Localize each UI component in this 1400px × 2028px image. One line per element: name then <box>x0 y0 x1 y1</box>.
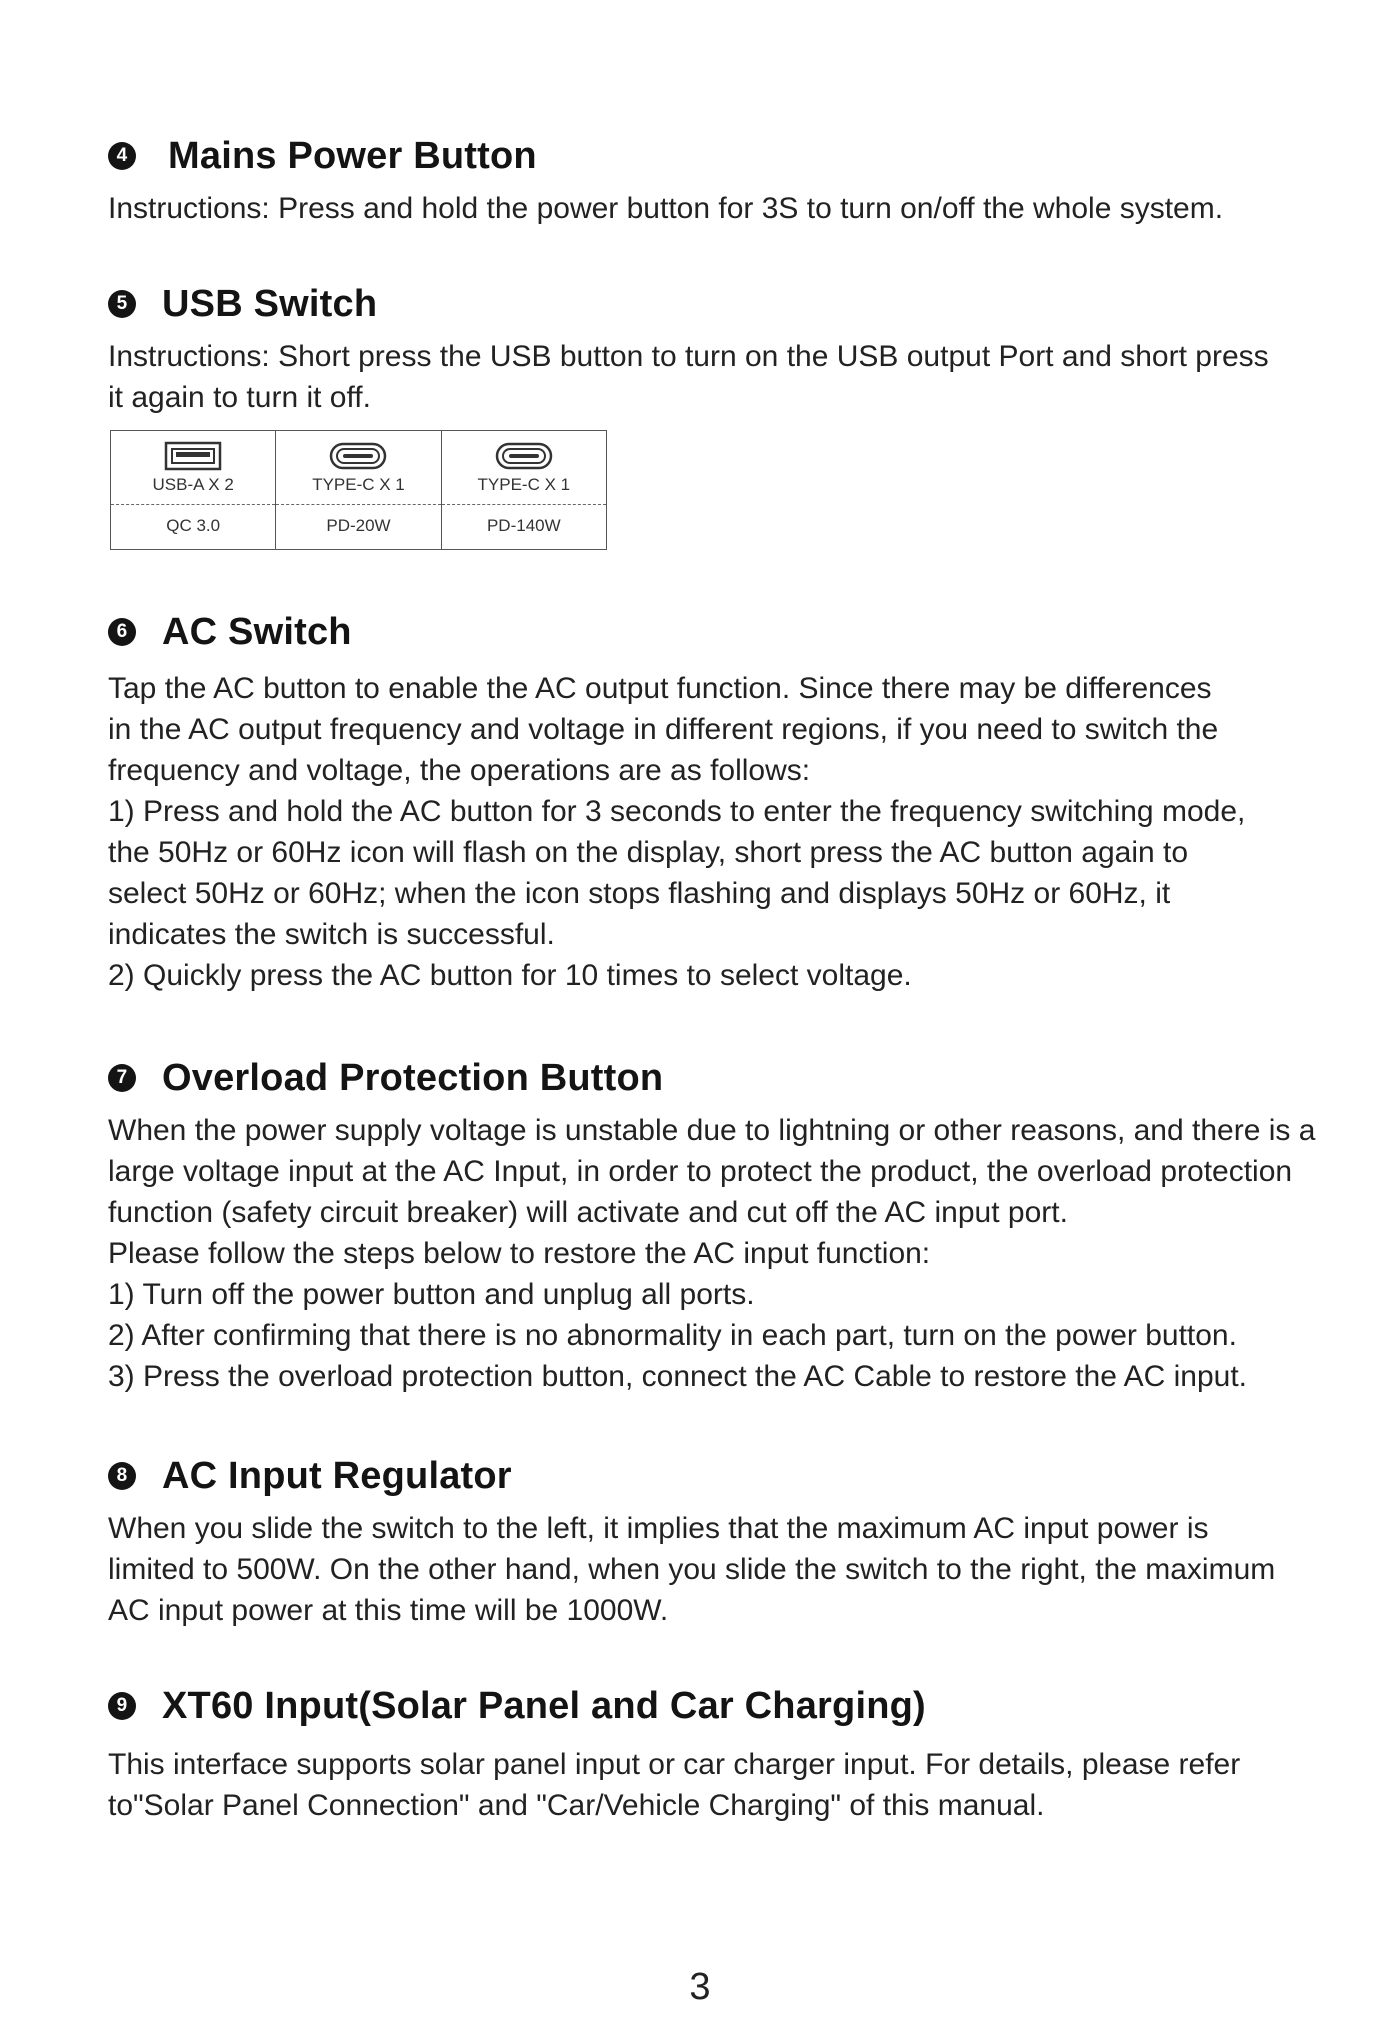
section-overload-protection <box>108 1052 1316 1397</box>
paragraph-line: 2) After confirming that there is no abnormality in each part, turn on the power button. <box>108 1319 1237 1352</box>
paragraph-line: Please follow the steps below to restore the AC input function: <box>108 1237 931 1270</box>
paragraph-line: 1) Turn off the power button and unplug all ports. <box>108 1278 755 1311</box>
dashed-divider <box>442 504 606 505</box>
section-heading <box>108 1680 1308 1732</box>
usb-c-port-icon <box>328 441 388 471</box>
paragraph-line: AC input power at this time will be 1000W. <box>108 1594 669 1627</box>
paragraph-line: function (safety circuit breaker) will activate and cut off the AC input port. <box>108 1196 1068 1229</box>
port-name: TYPE-C X 1 <box>477 475 571 494</box>
paragraph-line: frequency and voltage, the operations are as follows: <box>108 754 811 787</box>
section-ac-switch <box>108 606 1308 996</box>
paragraph-line: 3) Press the overload protection button, connect the AC Cable to restore the AC input. <box>108 1360 1248 1393</box>
section-number-badge: 9 <box>108 1692 136 1720</box>
section-heading <box>108 606 1308 658</box>
section-title: Overload Protection Button <box>162 1056 664 1099</box>
page-number: 3 <box>689 1966 711 2008</box>
section-number-badge: 8 <box>108 1462 136 1490</box>
usb-c-port-icon <box>494 441 554 471</box>
section-title: AC Input Regulator <box>162 1454 512 1497</box>
section-number-badge: 4 <box>108 142 136 170</box>
paragraph-line: indicates the switch is successful. <box>108 918 555 951</box>
paragraph-line: 2) Quickly press the AC button for 10 times to select voltage. <box>108 959 912 992</box>
paragraph-line: When the power supply voltage is unstable due to lightning or other reasons, and there is a <box>108 1114 1316 1147</box>
dashed-divider <box>276 504 440 505</box>
port-spec: PD-20W <box>326 516 391 535</box>
port-spec: PD-140W <box>486 516 561 535</box>
port-column <box>111 431 276 549</box>
paragraph-line: limited to 500W. On the other hand, when you slide the switch to the right, the maximum <box>108 1553 1276 1586</box>
paragraph-line: 1) Press and hold the AC button for 3 seconds to enter the frequency switching mode, <box>108 795 1246 828</box>
section-title: USB Switch <box>162 282 378 325</box>
port-name: USB-A X 2 <box>152 475 234 494</box>
port-name: TYPE-C X 1 <box>312 475 405 494</box>
section-heading <box>108 130 1308 182</box>
section-number-badge: 7 <box>108 1064 136 1092</box>
usb-ports-table <box>110 430 607 550</box>
section-title: XT60 Input(Solar Panel and Car Charging) <box>162 1684 926 1727</box>
section-number-badge: 6 <box>108 618 136 646</box>
port-spec: QC 3.0 <box>166 516 221 535</box>
paragraph-line: This interface supports solar panel input or car charger input. For details, please refer <box>108 1748 1241 1781</box>
paragraph-line: select 50Hz or 60Hz; when the icon stops flashing and displays 50Hz or 60Hz, it <box>108 877 1171 910</box>
section-heading <box>108 1450 1308 1502</box>
section-number-badge: 5 <box>108 290 136 318</box>
paragraph-line: the 50Hz or 60Hz icon will flash on the display, short press the AC button again to <box>108 836 1189 869</box>
paragraph-line: it again to turn it off. <box>108 381 371 414</box>
paragraph-line: Instructions: Short press the USB button to turn on the USB output Port and short press <box>108 340 1269 373</box>
section-xt60-input <box>108 1680 1308 1826</box>
paragraph-line: When you slide the switch to the left, it implies that the maximum AC input power is <box>108 1512 1209 1545</box>
port-column <box>276 431 441 549</box>
section-usb-switch <box>108 278 1308 418</box>
dashed-divider <box>111 504 275 505</box>
paragraph-line: large voltage input at the AC Input, in order to protect the product, the overload protection <box>108 1155 1293 1188</box>
section-title: Mains Power Button <box>168 134 537 177</box>
port-column <box>442 431 606 549</box>
usb-a-port-icon <box>163 441 223 471</box>
paragraph-line: Tap the AC button to enable the AC output function. Since there may be differences <box>108 672 1212 705</box>
section-heading <box>108 1052 1308 1104</box>
section-title: AC Switch <box>162 610 352 653</box>
section-mains-power-button <box>108 130 1308 229</box>
section-ac-input-regulator <box>108 1450 1308 1631</box>
section-heading <box>108 278 1308 330</box>
paragraph-line: Instructions: Press and hold the power button for 3S to turn on/off the whole system. <box>108 192 1224 225</box>
paragraph-line: in the AC output frequency and voltage in different regions, if you need to switch the <box>108 713 1219 746</box>
paragraph-line: to"Solar Panel Connection" and "Car/Vehicle Charging" of this manual. <box>108 1789 1045 1822</box>
